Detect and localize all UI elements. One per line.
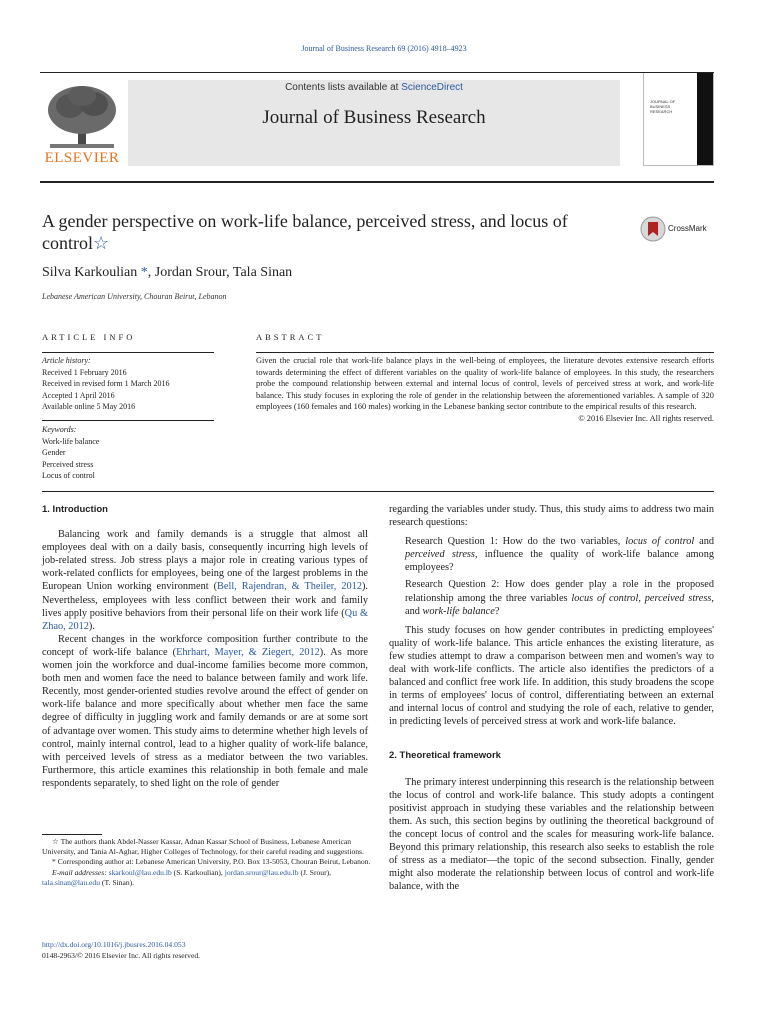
email-owner: (S. Karkoulian), xyxy=(171,867,225,877)
left-column xyxy=(42,503,368,790)
crossmark-label: CrossMark xyxy=(668,224,707,233)
abstract-bottom-rule xyxy=(42,491,714,492)
article-history xyxy=(42,355,214,413)
abstract-rule xyxy=(256,352,714,353)
research-question-1 xyxy=(405,535,714,574)
email-owner: (J. Srour), xyxy=(298,867,332,877)
intro-paragraph-1 xyxy=(42,528,368,633)
text-run: perceived stress xyxy=(644,592,712,604)
email-label: E-mail addresses: xyxy=(52,867,109,877)
title-text: A gender perspective on work-life balance, perceived stress, and locus of control xyxy=(42,211,568,253)
history-item: Received 1 February 2016 xyxy=(42,367,127,377)
email-link[interactable]: skarkoul@lau.edu.lb xyxy=(108,867,172,877)
text-run: , xyxy=(638,592,645,604)
author-first: Silva Karkoulian xyxy=(42,265,141,280)
abstract-text: Given the crucial role that work-life balance plays in the well-being of employees, the literature devotes extensive research efforts towards determining the effect of different variables on the quality of work-life balance of employees. In this study, the researchers probe the compound relationship between external and internal locus of control, levels of perceived stress at work, and work-life balance. This study focuses in exploring the role of gender in the relationship between the aforementioned variables. A sample of 320 employees (160 females and 160 males) working in the Lebanese banking sector contribute to the empirical results of this research. xyxy=(256,356,714,411)
email-link[interactable]: tala.sinan@lau.edu xyxy=(42,877,101,887)
text-run: Research Question 1: How do the two variables, xyxy=(405,536,626,548)
citation-link[interactable]: Bell, Rajendran, & Theiler, 2012 xyxy=(217,581,362,593)
history-item: Accepted 1 April 2016 xyxy=(42,390,115,400)
crossmark-icon xyxy=(640,216,666,242)
abstract-copyright: © 2016 Elsevier Inc. All rights reserved. xyxy=(578,413,714,423)
header-bottom-rule xyxy=(40,181,714,183)
page-footer xyxy=(42,940,200,961)
text-run: perceived stress xyxy=(405,549,475,561)
section-heading-theoretical-framework: 2. Theoretical framework xyxy=(389,749,501,761)
top-rule xyxy=(40,72,714,73)
elsevier-wordmark: ELSEVIER xyxy=(44,150,120,166)
author-list xyxy=(42,265,292,281)
keywords-label: Keywords: xyxy=(42,425,77,434)
text-run: and xyxy=(694,536,714,548)
right-column xyxy=(389,503,714,893)
text-run: ). Nevertheless, employees with less conflict between their work and family lives apply positive behaviors from their personal life on their work life ( xyxy=(42,581,368,619)
history-keywords-divider xyxy=(42,420,214,421)
text-run: locus of control xyxy=(625,536,695,548)
issn-line: 0148-2963/© 2016 Elsevier Inc. All rights reserved. xyxy=(42,950,201,960)
text-run: work-life balance xyxy=(422,605,495,617)
keywords xyxy=(42,424,214,482)
abstract-heading: ABSTRACT xyxy=(256,332,325,342)
keyword-item: Gender xyxy=(42,448,66,457)
text-run: , and xyxy=(405,592,714,617)
article-title xyxy=(42,210,612,254)
contents-line xyxy=(128,82,620,93)
text-run: Research Question 2: How does gender play a role in the proposed relationship among the three variables xyxy=(405,579,714,604)
footnote-emails xyxy=(42,868,372,888)
affiliation: Lebanese American University, Chouran Beirut, Lebanon xyxy=(42,292,227,301)
cover-title: JOURNAL OF BUSINESS RESEARCH xyxy=(650,99,676,114)
history-item: Available online 5 May 2016 xyxy=(42,402,136,411)
journal-cover-thumbnail[interactable] xyxy=(643,72,714,166)
text-run: locus of control xyxy=(571,592,639,604)
body-paragraph: regarding the variables under study. Thus, this study aims to address two main research questions: xyxy=(389,504,714,529)
title-footnote-mark[interactable]: ☆ xyxy=(93,233,110,253)
cover-spine xyxy=(697,73,713,165)
text-run: ). As more women join the workforce and dual-income families become more common, both men and women face the need to balance between family and work life. Recently, most gender-oriented studies revolve around the effect of gender on work-life balance and more specifically about whether men face the same degree of difficulty in juggling work and family demands or are at some sort of advantage over women. This study aims to determine whether high levels of control, mainly internal control, lead to a higher quality of work-life balance, with perceived levels of stress as a mediator between the two variables. Furthermore, this article examines this relationship in both female and male respondents separately, to shed light on the role of gender xyxy=(42,646,368,789)
citation-link[interactable]: Ehrhart, Mayer, & Ziegert, 2012 xyxy=(176,646,320,658)
research-question-2 xyxy=(405,578,714,617)
text-run: ). xyxy=(88,620,95,632)
footnote-acknowledgement: ☆ The authors thank Abdel-Nasser Kassar, Adnan Kassar School of Business, Lebanese American University, and Tania Al-Aghar, Higher Colleges of Technology, for their careful reading and suggestions. xyxy=(42,837,364,857)
text-run: Balancing work and family demands is a struggle that almost all employees deal with on a daily basis, consequently incurring high levels of job-related stress. Job stress plays a major role in creating various types of work-related conflicts for employees, being one of the largest problems in the European Union working environment ( xyxy=(42,529,368,593)
citation-link[interactable]: Qu & Zhao, 2012 xyxy=(42,607,368,632)
article-info-rule xyxy=(42,352,214,353)
body-paragraph: The primary interest underpinning this research is the relationship between the locus of control and work-life balance. This study adopts a contingent positivist approach in studying these variables and the relationship between them. As such, this section begins by outlining the theoretical background of the concept locus of control and the scales for measuring work-life balance. Beyond this primary relationship, this research also seeks to establish the role of stress as a mediator—the topic of the second subsection. Finally, gender might also moderate the relationship between locus of control and work-life balance, with the xyxy=(389,776,714,893)
keyword-item: Locus of control xyxy=(42,471,95,480)
history-item: Received in revised form 1 March 2016 xyxy=(42,379,170,388)
abstract-body xyxy=(256,355,714,424)
email-owner: (T. Sinan). xyxy=(100,877,135,887)
footnote-corresponding: * Corresponding author at: Lebanese American University, P.O. Box 13-5053, Chouran Beirut, Lebanon. xyxy=(52,857,371,867)
text-run: ? xyxy=(494,605,500,617)
intro-paragraph-2 xyxy=(42,633,368,790)
footnotes xyxy=(42,837,372,888)
journal-citation[interactable]: Journal of Business Research 69 (2016) 4918–4923 xyxy=(301,44,467,53)
text-run: , influence the quality of work-life balance among employees? xyxy=(405,549,714,574)
journal-title[interactable]: Journal of Business Research xyxy=(262,107,486,128)
crossmark-badge[interactable] xyxy=(640,216,716,242)
doi-link[interactable]: http://dx.doi.org/10.1016/j.jbusres.2016.04.053 xyxy=(42,940,186,949)
body-paragraph: This study focuses on how gender contributes in predicting employees' quality of work-life balance. This article enhances the existing literature, as few studies attempt to draw a comparison between men and women's way to deal with work-life conflicts. The article also identifies the predictors of a balanced and conflict free work life. In addition, this study broadens the scope in terms of employees' locus of control, differentiating between an external and internal locus of control and studying the role of each, relative to gender, in predicting levels of perceived stress at work and work-life balance. xyxy=(389,624,714,728)
email-link[interactable]: jordan.srour@lau.edu.lb xyxy=(224,867,299,877)
text-run: Recent changes in the workforce composition further contribute to the concept of work-life balance ( xyxy=(42,633,368,658)
article-info-heading: ARTICLE INFO xyxy=(42,332,136,342)
contents-prefix: Contents lists available at xyxy=(285,82,402,93)
keyword-item: Perceived stress xyxy=(42,459,94,469)
sciencedirect-link[interactable]: ScienceDirect xyxy=(401,82,463,93)
keyword-item: Work-life balance xyxy=(42,436,100,446)
author-others: , Jordan Srour, Tala Sinan xyxy=(147,265,293,280)
footnote-rule xyxy=(42,834,102,835)
corresponding-author-mark[interactable]: * xyxy=(140,265,148,280)
history-label: Article history: xyxy=(42,356,91,365)
section-heading-introduction: 1. Introduction xyxy=(42,504,108,515)
